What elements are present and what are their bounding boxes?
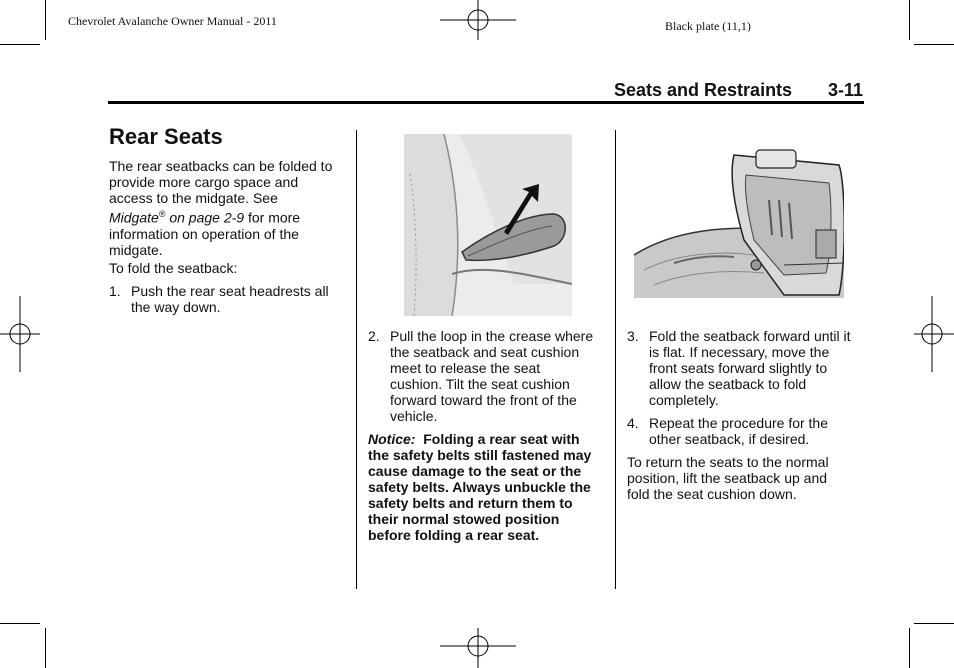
- plate-label: Black plate (11,1): [665, 19, 751, 33]
- notice-line: safety belts. Always unbuckle the: [368, 479, 591, 495]
- intro-tail: for more: [244, 209, 301, 226]
- intro-paragraph: [109, 158, 354, 258]
- step-line: forward toward the front of the: [390, 392, 577, 408]
- notice-line: before folding a rear seat.: [368, 527, 540, 543]
- crop-mark: [909, 628, 910, 668]
- crop-mark: [909, 0, 910, 40]
- registration-mark-right: [912, 296, 954, 372]
- folded-seat-illustration: [634, 145, 844, 298]
- page-reference[interactable]: on page 2-9: [165, 209, 245, 226]
- to-fold-label: [109, 260, 237, 276]
- step-line: completely.: [649, 392, 719, 408]
- notice-line: safety belts and return them to: [368, 495, 573, 511]
- step-2: [368, 328, 608, 424]
- step-line: Pull the loop in the crease where: [390, 328, 594, 344]
- step-line: Push the rear seat headrests all: [131, 283, 329, 299]
- step-line: vehicle.: [390, 408, 438, 424]
- step-number: 2.: [368, 328, 380, 344]
- seat-loop-illustration: [404, 134, 572, 316]
- page-heading: Rear Seats: [109, 124, 223, 149]
- intro-line: midgate.: [109, 241, 163, 258]
- registration-mark-bottom: [440, 626, 516, 668]
- notice-line: cause damage to the seat or the: [368, 463, 582, 479]
- intro-line: provide more cargo space and: [109, 174, 299, 190]
- return-line: To return the seats to the normal: [627, 454, 829, 470]
- step-line: Fold the seatback forward until it: [649, 328, 851, 344]
- step-number: 3.: [627, 328, 639, 344]
- step-line: Repeat the procedure for the: [649, 415, 829, 431]
- registration-mark-left: [0, 296, 40, 372]
- crop-mark: [0, 44, 40, 45]
- step-4: [627, 415, 867, 447]
- section-title: Seats and Restraints: [614, 80, 793, 100]
- notice-line: the safety belts still fastened may: [368, 447, 592, 463]
- step-line: the way down.: [131, 299, 221, 315]
- manual-title: Chevrolet Avalanche Owner Manual - 2011: [68, 14, 277, 28]
- return-paragraph: [627, 454, 872, 502]
- return-line: position, lift the seatback up and: [627, 470, 828, 486]
- step-line: front seats forward slightly to: [649, 360, 828, 376]
- notice-line: [368, 431, 613, 447]
- registered-mark: ®: [158, 209, 166, 219]
- midgate-link[interactable]: Midgate: [109, 209, 159, 226]
- intro-line: The rear seatbacks can be folded to: [109, 158, 333, 174]
- step-line: the seatback and seat cushion: [390, 344, 580, 360]
- column-divider: [356, 130, 357, 589]
- notice-line: their normal stowed position: [368, 511, 560, 527]
- crop-mark: [45, 628, 46, 668]
- step-line: is flat. If necessary, move the: [649, 344, 830, 360]
- column-divider: [615, 130, 616, 589]
- step-1: [109, 283, 349, 315]
- step-line: other seatback, if desired.: [649, 431, 810, 447]
- intro-line-link: [109, 206, 354, 226]
- notice-block: [368, 431, 613, 543]
- crop-mark: [914, 44, 954, 45]
- intro-line: information on operation of the: [109, 225, 299, 242]
- notice-text: Folding a rear seat with: [415, 431, 580, 447]
- intro-line: access to the midgate. See: [109, 190, 278, 206]
- return-line: fold the seat cushion down.: [627, 486, 797, 502]
- crop-mark: [45, 0, 46, 40]
- step-number: 4.: [627, 415, 639, 431]
- step-line: meet to release the seat: [390, 360, 541, 376]
- step-line: allow the seatback to fold: [649, 376, 807, 392]
- step-line: cushion. Tilt the seat cushion: [390, 376, 570, 392]
- page-number: 3-11: [828, 80, 864, 100]
- registration-mark-top: [440, 0, 516, 42]
- crop-mark: [0, 623, 40, 624]
- notice-label: Notice:: [368, 431, 416, 447]
- header-rule: [108, 101, 864, 104]
- step-number: 1.: [109, 283, 121, 299]
- step-3: [627, 328, 867, 408]
- crop-mark: [914, 623, 954, 624]
- to-fold-text: To fold the seatback:: [109, 260, 238, 276]
